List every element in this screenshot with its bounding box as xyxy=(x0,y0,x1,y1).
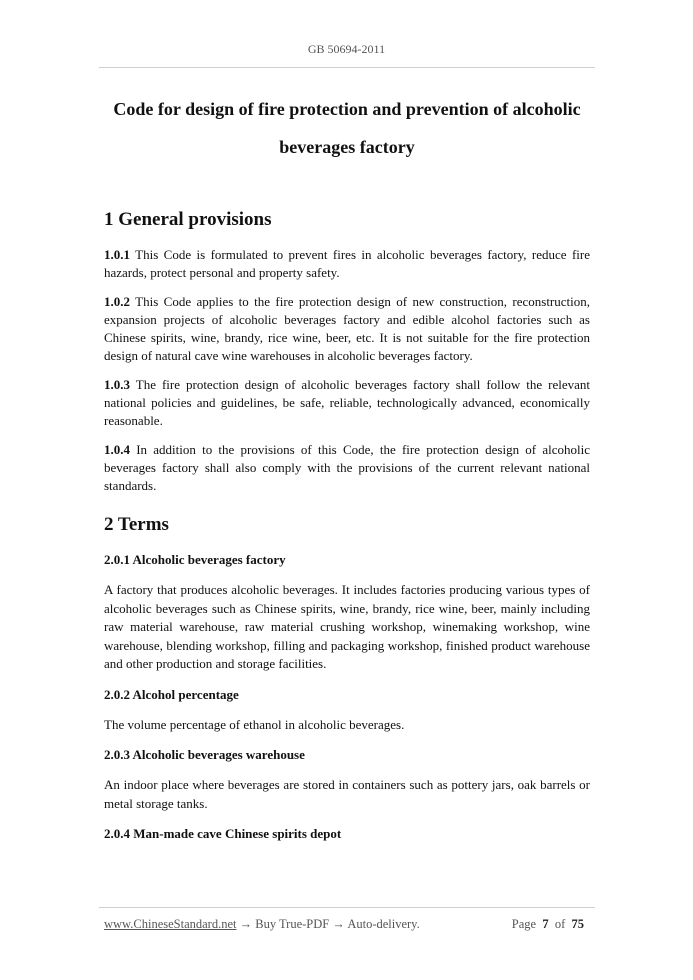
header-divider xyxy=(99,67,595,68)
auto-delivery-text: Auto-delivery. xyxy=(347,917,420,931)
clause-1-0-2 xyxy=(104,293,590,365)
clause-1-0-1 xyxy=(104,246,590,282)
term-definition-2-0-1: A factory that produces alcoholic beverages. It includes factories producing various types of alcoholic beverages such as Chinese spirits, wine, brandy, rice wine, beer, mainly including raw material warehouse, raw material crushing workshop, winemaking workshop, wine warehouse, blending workshop, filling and packaging workshop, finished product warehouse and other production and storage facilities. xyxy=(104,582,590,671)
term-heading-2-0-1: 2.0.1 Alcoholic beverages factory xyxy=(104,552,286,567)
running-header: GB 50694-2011 xyxy=(307,42,386,56)
clause-number: 1.0.4 xyxy=(104,442,130,457)
page-content xyxy=(104,90,590,855)
chapter-heading-terms: 2 Terms xyxy=(104,514,169,535)
arrow-right-icon: → xyxy=(332,917,345,931)
buy-true-pdf-text: Buy True-PDF xyxy=(255,917,330,931)
document-title-line-2: beverages factory xyxy=(279,137,415,157)
clause-1-0-4 xyxy=(104,441,590,495)
term-heading-2-0-4: 2.0.4 Man-made cave Chinese spirits depot xyxy=(104,826,342,841)
term-heading-2-0-2: 2.0.2 Alcohol percentage xyxy=(104,686,239,702)
term-heading-2-0-3: 2.0.3 Alcoholic beverages warehouse xyxy=(104,747,305,762)
total-pages-number: 75 xyxy=(571,917,584,931)
clause-text: In addition to the provisions of this Code, the fire protection design of alcoholic beverages factory shall also comply with the provisions of the current relevant national standards. xyxy=(104,442,590,493)
clause-text: The fire protection design of alcoholic beverages factory shall follow the relevant national policies and guidelines, be safe, reliable, technologically advanced, economically reasonable. xyxy=(104,377,591,428)
clause-text: This Code applies to the fire protection design of new construction, reconstruction, expansion projects of alcoholic beverages factory and edible alcohol factories such as Chinese spirits, wine, brandy, rice wine, beer, etc. It is not suitable for the fire protection design of natural cave wine warehouses in alcoholic beverages factory. xyxy=(104,294,591,363)
website-link[interactable]: www.ChineseStandard.net xyxy=(104,917,237,931)
current-page-number: 7 xyxy=(542,917,549,931)
document-title-line-1: Code for design of fire protection and prevention of alcoholic xyxy=(113,99,581,119)
clause-1-0-3 xyxy=(104,376,590,430)
of-label: of xyxy=(554,917,566,931)
chapter-heading-general-provisions: 1 General provisions xyxy=(104,209,272,230)
term-definition-2-0-2: The volume percentage of ethanol in alcoholic beverages. xyxy=(104,716,405,732)
footer-divider xyxy=(99,907,595,908)
clause-text: This Code is formulated to prevent fires in alcoholic beverages factory, reduce fire hazards, protect personal and property safety. xyxy=(104,247,591,280)
footer-promo xyxy=(104,917,420,932)
page-label: Page xyxy=(511,917,537,931)
arrow-right-icon: → xyxy=(239,917,253,931)
clause-number: 1.0.2 xyxy=(104,294,130,309)
term-definition-2-0-3: An indoor place where beverages are stored in containers such as pottery jars, oak barrels or metal storage tanks. xyxy=(104,777,590,811)
clause-number: 1.0.3 xyxy=(104,377,130,392)
page-indicator xyxy=(512,917,584,932)
clause-number: 1.0.1 xyxy=(104,247,130,262)
document-title xyxy=(104,90,590,166)
